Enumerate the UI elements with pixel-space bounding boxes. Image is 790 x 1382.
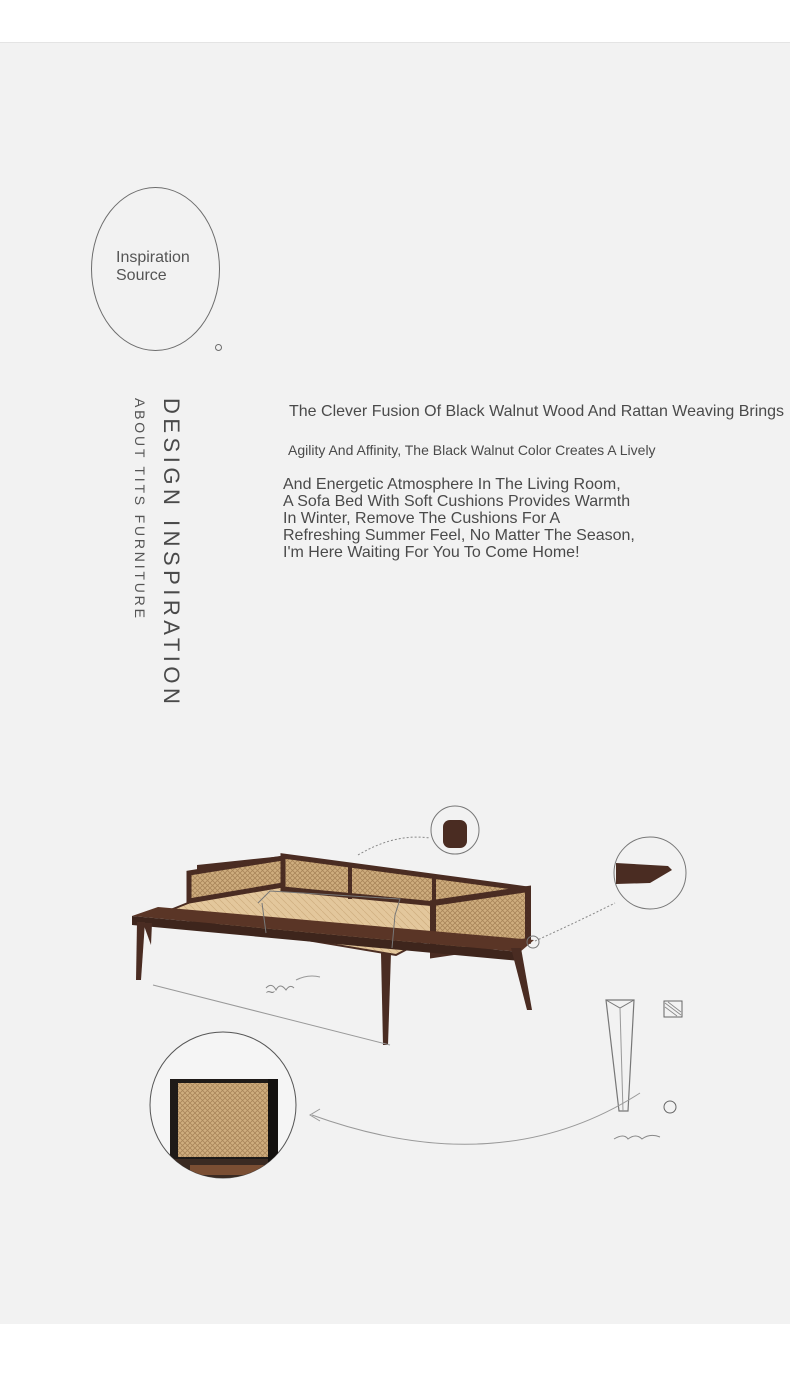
vertical-subtitle: ABOUT TITS FURNITURE [132, 398, 148, 621]
description-paragraph: And Energetic Atmosphere In The Living Room, A Sofa Bed With Soft Cushions Provides Warmth In Winter, Remove The Cushions For A Refreshing Summer Feel, No Matter The Season, I'm Here Waiting For You To Come Home! [283, 476, 635, 561]
page-bottom-strip [0, 1324, 790, 1382]
armrest-profile-detail-icon [358, 806, 479, 855]
arm-tip-detail-icon [527, 837, 686, 948]
tapered-leg-sketch-icon [606, 1000, 682, 1139]
description-line-2: Agility And Affinity, The Black Walnut Color Creates A Lively [288, 442, 656, 458]
svg-text:~: ~ [265, 985, 276, 1000]
page-top-strip [0, 0, 790, 43]
sofa-bed-illustration [0, 43, 790, 1324]
design-inspiration-panel [0, 43, 790, 1324]
sofa-bed-sketch-icon [132, 856, 534, 1045]
description-line-1: The Clever Fusion Of Black Walnut Wood And Rattan Weaving Brings [289, 403, 785, 420]
vertical-title: DESIGN INSPIRATION [159, 398, 184, 709]
rattan-weave-detail-icon [150, 1032, 296, 1189]
inspiration-badge-label: Inspiration Source [116, 249, 190, 284]
